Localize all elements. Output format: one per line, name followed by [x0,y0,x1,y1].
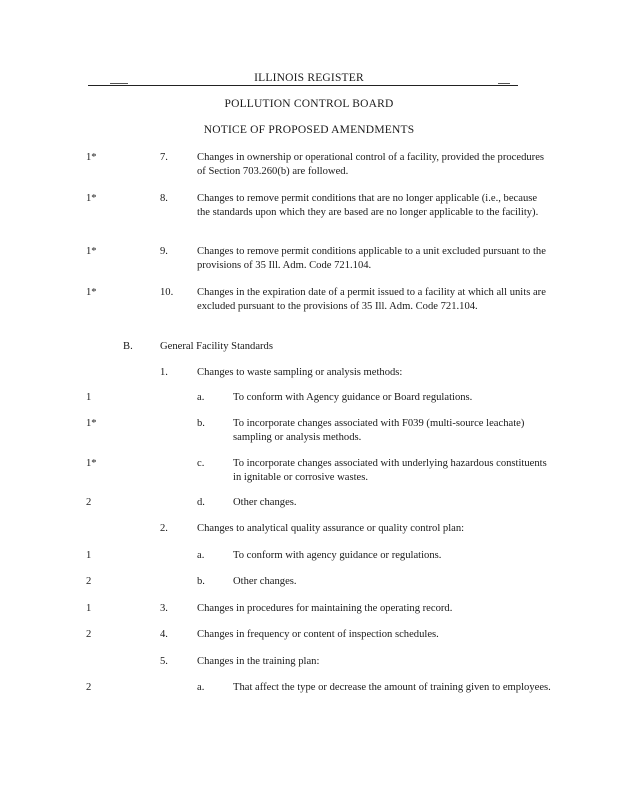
item-text: That affect the type or decrease the amount of training given to employees. [233,682,551,693]
category-label: 2 [86,576,92,587]
agency-title: POLLUTION CONTROL BOARD [224,98,394,110]
item-text: Changes in ownership or operational control of a facility, provided the procedures of Section 703.260(b) are followed. [197,152,545,177]
category-label: 1* [86,287,97,298]
item-number: 10. [160,287,174,298]
item-number: 2. [160,523,168,534]
category-label: 2 [86,497,92,508]
item-number: a. [197,392,205,403]
item-number: c. [197,458,205,469]
item-text: Other changes. [233,497,297,508]
item-number: 4. [160,629,168,640]
category-label: 1 [86,550,92,561]
category-label: 1* [86,152,97,163]
item-text: Changes in the training plan: [197,656,320,667]
item-number: a. [197,550,205,561]
item-number: a. [197,682,205,693]
item-number: 8. [160,193,168,204]
category-label: 1 [86,603,92,614]
item-text: Changes in frequency or content of inspection schedules. [197,629,439,640]
register-title: ILLINOIS REGISTER [254,72,364,84]
item-number: 5. [160,656,168,667]
item-text: Changes to analytical quality assurance or quality control plan: [197,523,465,534]
section-title: General Facility Standards [160,341,273,352]
category-label: 2 [86,629,92,640]
category-label: 1* [86,458,97,469]
category-label: 1* [86,246,97,257]
item-number: d. [197,497,205,508]
item-number: b. [197,418,205,429]
item-text: To conform with agency guidance or regulations. [233,550,442,561]
item-text: Changes in procedures for maintaining the operating record. [197,603,453,614]
item-text: Changes to remove permit conditions that are no longer applicable (i.e., because the standards upon which they are based are no longer applicable to the facility). [197,193,539,218]
item-text: Changes to remove permit conditions applicable to a unit excluded pursuant to the provisions of 35 Ill. Adm. Code 721.104. [197,246,546,271]
item-text: Changes to waste sampling or analysis methods: [197,367,403,378]
section-letter: B. [123,341,133,352]
item-text: Other changes. [233,576,297,587]
item-number: 1. [160,367,168,378]
item-number: b. [197,576,205,587]
item-text: Changes in the expiration date of a permit issued to a facility at which all units are excluded pursuant to the provisions of 35 Ill. Adm. Code 721.104. [197,287,546,312]
item-text: To incorporate changes associated with F039 (multi-source leachate) sampling or analysis methods. [233,418,525,443]
category-label: 1 [86,392,92,403]
category-label: 2 [86,682,92,693]
item-number: 9. [160,246,168,257]
item-number: 3. [160,603,168,614]
category-label: 1* [86,193,97,204]
item-text: To conform with Agency guidance or Board regulations. [233,392,473,403]
category-label: 1* [86,418,97,429]
header-rule [88,85,518,86]
notice-title: NOTICE OF PROPOSED AMENDMENTS [203,124,415,136]
item-number: 7. [160,152,168,163]
item-text: To incorporate changes associated with underlying hazardous constituents in ignitable or corrosive wastes. [233,458,547,483]
